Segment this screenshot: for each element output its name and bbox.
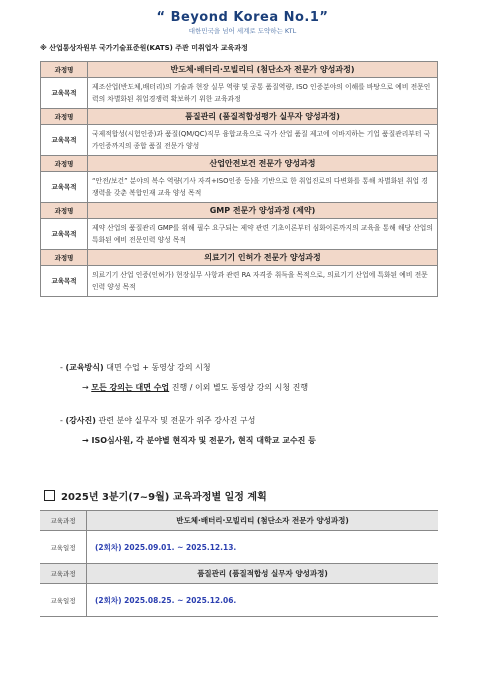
course-table [40, 61, 438, 297]
method-bullet [60, 362, 211, 373]
schedule-title [44, 488, 267, 503]
course-name-label: 과정명 [41, 109, 88, 125]
schedule-course-label: 교육과정 [40, 564, 87, 584]
method-text: 대면 수업 + 동영상 강의 시청 [103, 363, 211, 372]
course-goal-row [41, 125, 438, 156]
course-goal-text: 제약 산업의 품질관리 GMP를 위해 필수 요구되는 제약 관련 기초이론부터 심화이론까지의 교육을 통해 해당 산업의 특화된 예비 전문인력 양성 목적 [88, 219, 438, 250]
arrow-icon: → [82, 383, 92, 392]
course-header-row [41, 156, 438, 172]
course-title: 산업안전보건 전문가 양성과정 [88, 156, 438, 172]
bullet-dash: - [60, 416, 66, 425]
course-goal-text: 국제적합성(시험인증)과 품질(QM/QC)직무 융합교육으로 국가 산업 품질 제고에 이바지하는 기업 품질관리부터 국가인증까지의 종합 품질 전문가 양성 [88, 125, 438, 156]
schedule-course-title: 품질관리 (품질적합성 실무자 양성과정) [87, 564, 439, 584]
slogan: “ Beyond Korea No.1” [156, 10, 329, 25]
course-goal-label: 교육목적 [41, 266, 88, 297]
course-header-row [41, 250, 438, 266]
course-header-row [41, 62, 438, 78]
course-title: 반도체·배터리·모빌리티 (첨단소자 전문가 양성과정) [88, 62, 438, 78]
instructor-bullet [60, 415, 255, 426]
instructor-sub-bullet: → ISO심사원, 각 분야별 현직자 및 전문가, 현직 대학교 교수진 등 [82, 436, 316, 445]
course-goal-row [41, 172, 438, 203]
schedule-table [40, 510, 438, 617]
checkbox-square-icon [44, 490, 55, 501]
course-name-label: 과정명 [41, 156, 88, 172]
course-title: 의료기기 인허가 전문가 양성과정 [88, 250, 438, 266]
course-goal-text: 제조산업(반도체,배터리)의 기술과 현장 실무 역량 및 공통 품질역량, ISO 인증분야의 이해를 바탕으로 예비 전문인력의 차별화된 취업경쟁력 확보하기 위한 교육과정 [88, 78, 438, 109]
course-header-row [41, 203, 438, 219]
course-goal-row [41, 78, 438, 109]
schedule-date-label: 교육일정 [40, 531, 87, 564]
course-goal-label: 교육목적 [41, 219, 88, 250]
schedule-course-title: 반도체·배터리·모빌리티 (첨단소자 전문가 양성과정) [87, 511, 439, 531]
schedule-header-row [40, 564, 438, 584]
course-goal-text: 의료기기 산업 인증(인허가) 현장실무 사항과 관련 RA 자격증 취득을 목적으로, 의료기기 산업에 특화된 예비 전문인력 양성 목적 [88, 266, 438, 297]
course-goal-row [41, 266, 438, 297]
schedule-header-row [40, 511, 438, 531]
schedule-course-label: 교육과정 [40, 511, 87, 531]
schedule-date: (2회차) 2025.09.01. ~ 2025.12.13. [87, 531, 439, 564]
course-name-label: 과정명 [41, 62, 88, 78]
course-goal-label: 교육목적 [41, 172, 88, 203]
method-sub-bullet [82, 382, 308, 393]
course-title: GMP 전문가 양성과정 (제약) [88, 203, 438, 219]
course-name-label: 과정명 [41, 250, 88, 266]
course-goal-label: 교육목적 [41, 125, 88, 156]
course-header-row [41, 109, 438, 125]
course-goal-row [41, 219, 438, 250]
course-name-label: 과정명 [41, 203, 88, 219]
course-title: 품질관리 (품질적합성평가 실무자 양성과정) [88, 109, 438, 125]
bullet-dash: - [60, 363, 66, 372]
schedule-date-label: 교육일정 [40, 584, 87, 617]
schedule-date-row [40, 584, 438, 617]
method-sub-emphasis: 모든 강의는 대면 수업 [91, 383, 170, 392]
method-label: (교육방식) [65, 363, 104, 372]
header [0, 10, 485, 35]
program-note: ※ 산업통상자원부 국가기술표준원(KATS) 주관 미취업자 교육과정 [40, 44, 248, 52]
schedule-date: (2회차) 2025.08.25. ~ 2025.12.06. [87, 584, 439, 617]
schedule-title-text: 2025년 3분기(7~9월) 교육과정별 일정 계획 [61, 492, 267, 503]
instructor-label: (강사진) [65, 416, 96, 425]
schedule-date-row [40, 531, 438, 564]
method-sub-text: 진행 / 이외 별도 동영상 강의 시청 진행 [169, 383, 309, 392]
course-goal-label: 교육목적 [41, 78, 88, 109]
instructor-text: 관련 분야 실무자 및 전문가 위주 강사진 구성 [95, 416, 256, 425]
course-goal-text: “안전/보건” 분야의 복수 역량(기사 자격+ISO인증 등)을 기반으로 한 취업진로의 다변화를 통해 차별화된 취업 경쟁력을 갖춘 복합인재 교육 양성 목적 [88, 172, 438, 203]
slogan-subtitle: 대한민국을 넘어 세계로 도약하는 KTL [188, 27, 297, 35]
